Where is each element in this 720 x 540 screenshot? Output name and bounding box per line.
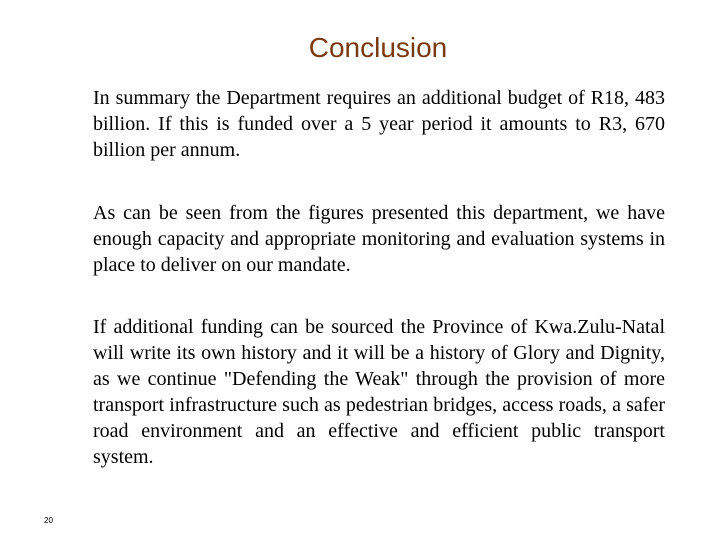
paragraph-additional-funding: If additional funding can be sourced the Province of Kwa.Zulu-Natal will write its own history and it will be a history of Glory and Dignity, as we continue "Defending the Weak" through the provision of more transport infrastructure such as pedestrian bridges, access roads, a safer road environment and an effective and efficient public transport system. — [93, 316, 665, 468]
slide-title: Conclusion — [308, 32, 448, 63]
paragraph-budget-summary: In summary the Department requires an additional budget of R18, 483 billion. If this is funded over a 5 year period it amounts to R3, 670 billion per annum. — [93, 87, 665, 161]
paragraph-capacity: As can be seen from the figures presented this department, we have enough capacity and appropriate monitoring and evaluation systems in place to deliver on our mandate. — [93, 202, 665, 276]
page-number: 20 — [44, 516, 53, 525]
